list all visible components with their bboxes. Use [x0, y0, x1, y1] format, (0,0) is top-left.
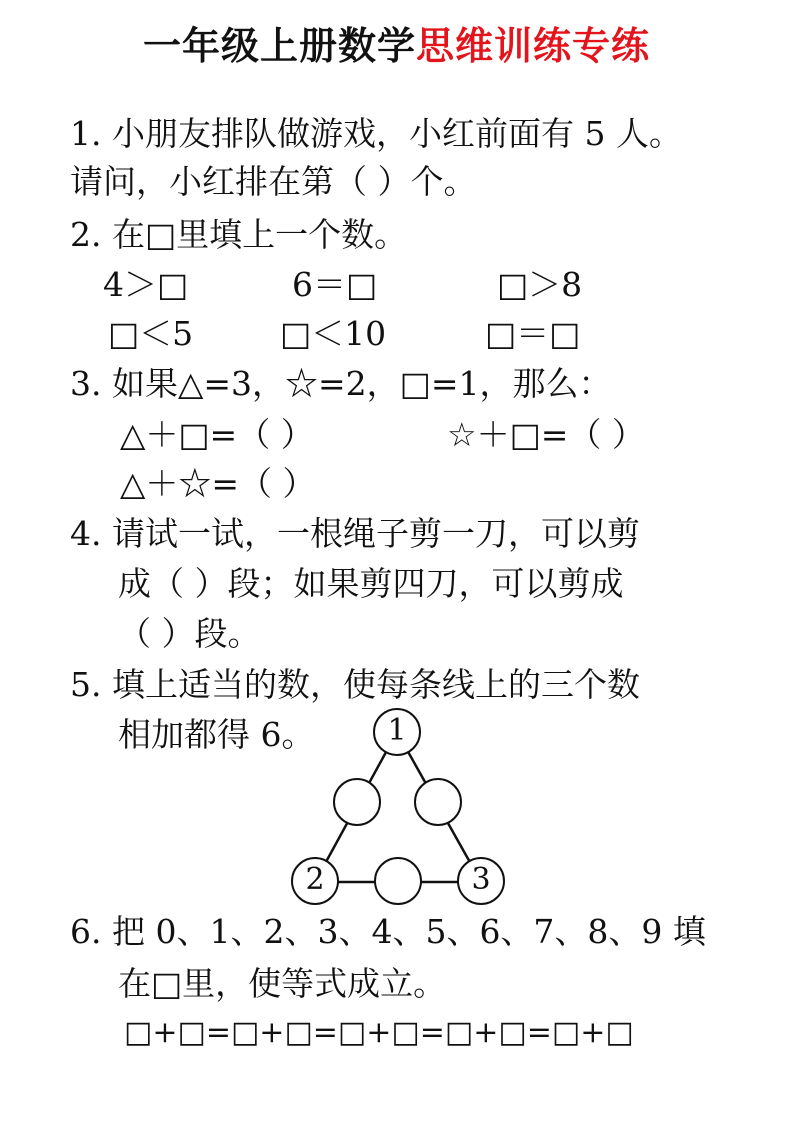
title-black: 一年级上册数学 [142, 24, 416, 68]
q5-line1: 5. 填上适当的数，使每条线上的三个数 [70, 665, 640, 704]
q1-line2: 请问，小红排在第（ ）个。 [70, 162, 477, 201]
title-red: 思维训练专练 [416, 24, 651, 68]
q5-line2: 相加都得 6。 [118, 715, 315, 754]
circle-top: 1 [373, 708, 421, 756]
q2-item: 6＝□ [292, 265, 378, 304]
circle-bottom-right: 3 [457, 857, 505, 905]
circle-bottom-mid[interactable] [374, 857, 422, 905]
q3-item: △＋□=（ ） [120, 415, 314, 454]
q6-equation: □+□=□+□=□+□=□+□=□+□ [124, 1015, 634, 1050]
q6-line1: 6. 把 0、1、2、3、4、5、6、7、8、9 填 [70, 912, 706, 951]
q1-line1: 1. 小朋友排队做游戏，小红前面有 5 人。 [70, 114, 682, 153]
q6-line2: 在□里，使等式成立。 [118, 964, 447, 1003]
circle-bottom-left: 2 [291, 857, 339, 905]
q3-line1: 3. 如果△=3，☆=2，□=1，那么： [70, 364, 612, 403]
q4-line1: 4. 请试一试，一根绳子剪一刀，可以剪 [70, 514, 640, 553]
circle-right-mid[interactable] [414, 778, 462, 826]
circle-left-mid[interactable] [333, 778, 381, 826]
q2-item: □＝□ [485, 314, 581, 353]
q2-item: □＜5 [108, 314, 194, 353]
q2-line1: 2. 在□里填上一个数。 [70, 215, 408, 254]
q3-item: △＋☆=（ ） [120, 464, 316, 503]
q2-item: □＜10 [280, 314, 387, 353]
q2-item: □＞8 [497, 265, 583, 304]
q3-item: ☆＋□=（ ） [447, 415, 645, 454]
q2-item: 4＞□ [103, 265, 189, 304]
q4-line2: 成（ ）段；如果剪四刀，可以剪成 [118, 564, 624, 603]
q4-line3: （ ）段。 [118, 614, 261, 653]
